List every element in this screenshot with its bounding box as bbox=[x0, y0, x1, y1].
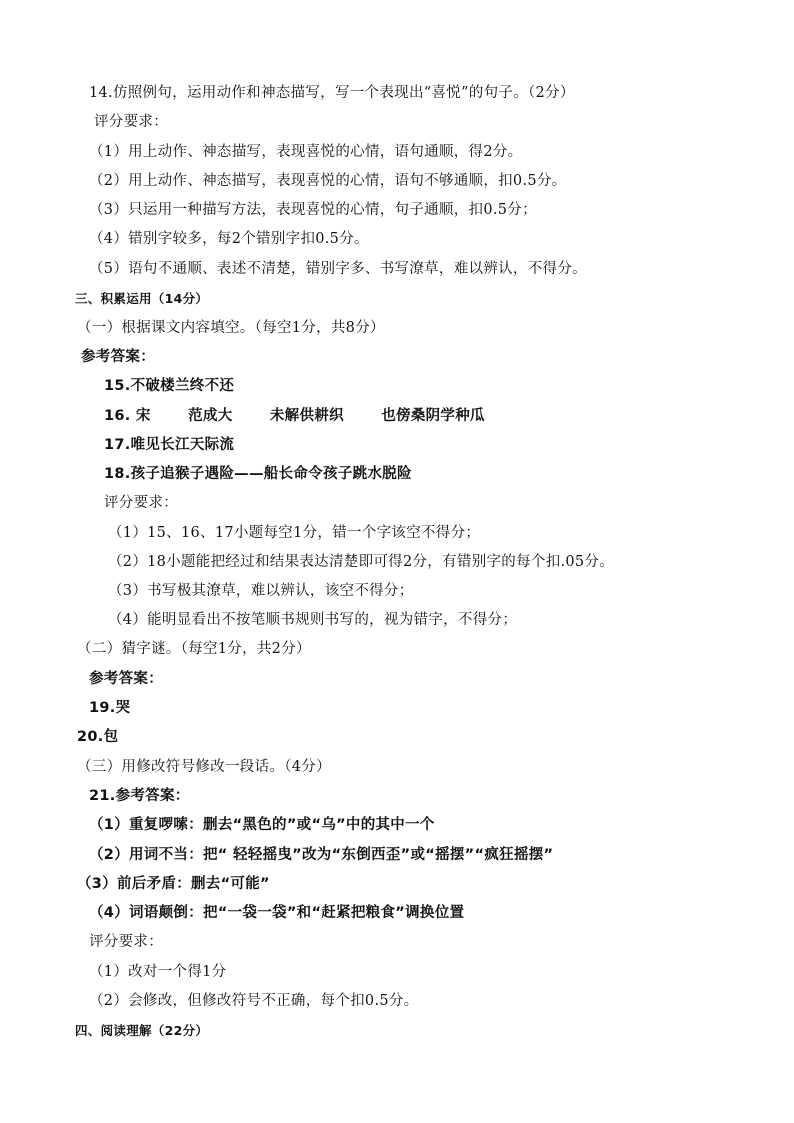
answer-18: 18.孩子追猴子遇险——船长命令孩子跳水脱险 bbox=[104, 466, 412, 482]
answer-20: 20.包 bbox=[77, 729, 119, 745]
part3-req-2: （2）会修改，但修改符号不正确，每个扣0.5分。 bbox=[89, 993, 419, 1009]
answer-21-1: （1）重复啰嗦：删去“黑色的”或“乌”中的其中一个 bbox=[89, 817, 435, 833]
q14-req-4: （4）错别字较多，每2个错别字扣0.5分。 bbox=[89, 231, 369, 247]
answer-16-author: 范成大 bbox=[188, 408, 233, 424]
answer-16-line2: 也傍桑阴学种瓜 bbox=[381, 408, 485, 424]
answer-19: 19.哭 bbox=[89, 700, 131, 716]
part3-title: （三）用修改符号修改一段话。（4分） bbox=[77, 759, 331, 775]
q14-req-2: （2）用上动作、神态描写，表现喜悦的心情，语句不够通顺，扣0.5分。 bbox=[89, 173, 567, 189]
section4-title: 四、阅读理解（22分） bbox=[75, 1023, 209, 1038]
part1-req-1: （1）15、16、17小题每空1分，错一个字该空不得分； bbox=[108, 525, 481, 541]
part3-req-label: 评分要求： bbox=[89, 934, 163, 950]
part1-req-label: 评分要求： bbox=[104, 495, 178, 511]
answer-16-dynasty: 16. 宋 bbox=[104, 408, 151, 424]
q14-req-3: （3）只运用一种描写方法，表现喜悦的心情，句子通顺，扣0.5分； bbox=[89, 202, 537, 218]
part2-title: （二）猜字谜。（每空1分，共2分） bbox=[77, 641, 311, 657]
part1-req-2: （2）18小题能把经过和结果表达清楚即可得2分，有错别字的每个扣.05分。 bbox=[108, 554, 615, 570]
part1-req-4: （4）能明显看出不按笔顺书规则书写的，视为错字，不得分； bbox=[108, 612, 518, 628]
answer-16-line1: 未解供耕织 bbox=[269, 408, 344, 424]
answer-21-4: （4）词语颠倒：把“一袋一袋”和“赶紧把粮食”调换位置 bbox=[89, 905, 465, 921]
part1-title: （一）根据课文内容填空。（每空1分，共8分） bbox=[77, 320, 385, 336]
answer-21-2: （2）用词不当：把“ 轻轻摇曳”改为“东倒西歪”或“摇摆”“疯狂摇摆” bbox=[89, 847, 554, 863]
q14-req-1: （1）用上动作、神态描写，表现喜悦的心情，语句通顺，得2分。 bbox=[89, 144, 523, 160]
q14-title: 14.仿照例句，运用动作和神态描写，写一个表现出“喜悦”的句子。（2分） bbox=[89, 85, 575, 101]
section3-title: 三、积累运用（14分） bbox=[75, 291, 209, 306]
q14-req-label: 评分要求： bbox=[94, 114, 168, 130]
part3-req-1: （1）改对一个得1分 bbox=[89, 964, 227, 980]
answer-16 bbox=[104, 407, 485, 425]
part1-answer-label: 参考答案： bbox=[81, 349, 155, 365]
part2-answer-label: 参考答案： bbox=[89, 671, 163, 687]
answer-17: 17.唯见长江天际流 bbox=[104, 437, 235, 453]
part3-answer-label: 21.参考答案： bbox=[89, 788, 190, 804]
answer-15: 15.不破楼兰终不还 bbox=[104, 378, 235, 394]
part1-req-3: （3）书写极其潦草，难以辨认，该空不得分； bbox=[108, 583, 414, 599]
answer-21-3: （3）前后矛盾：删去“可能” bbox=[77, 876, 270, 892]
q14-req-5: （5）语句不通顺、表述不清楚，错别字多、书写潦草，难以辨认，不得分。 bbox=[89, 261, 587, 277]
